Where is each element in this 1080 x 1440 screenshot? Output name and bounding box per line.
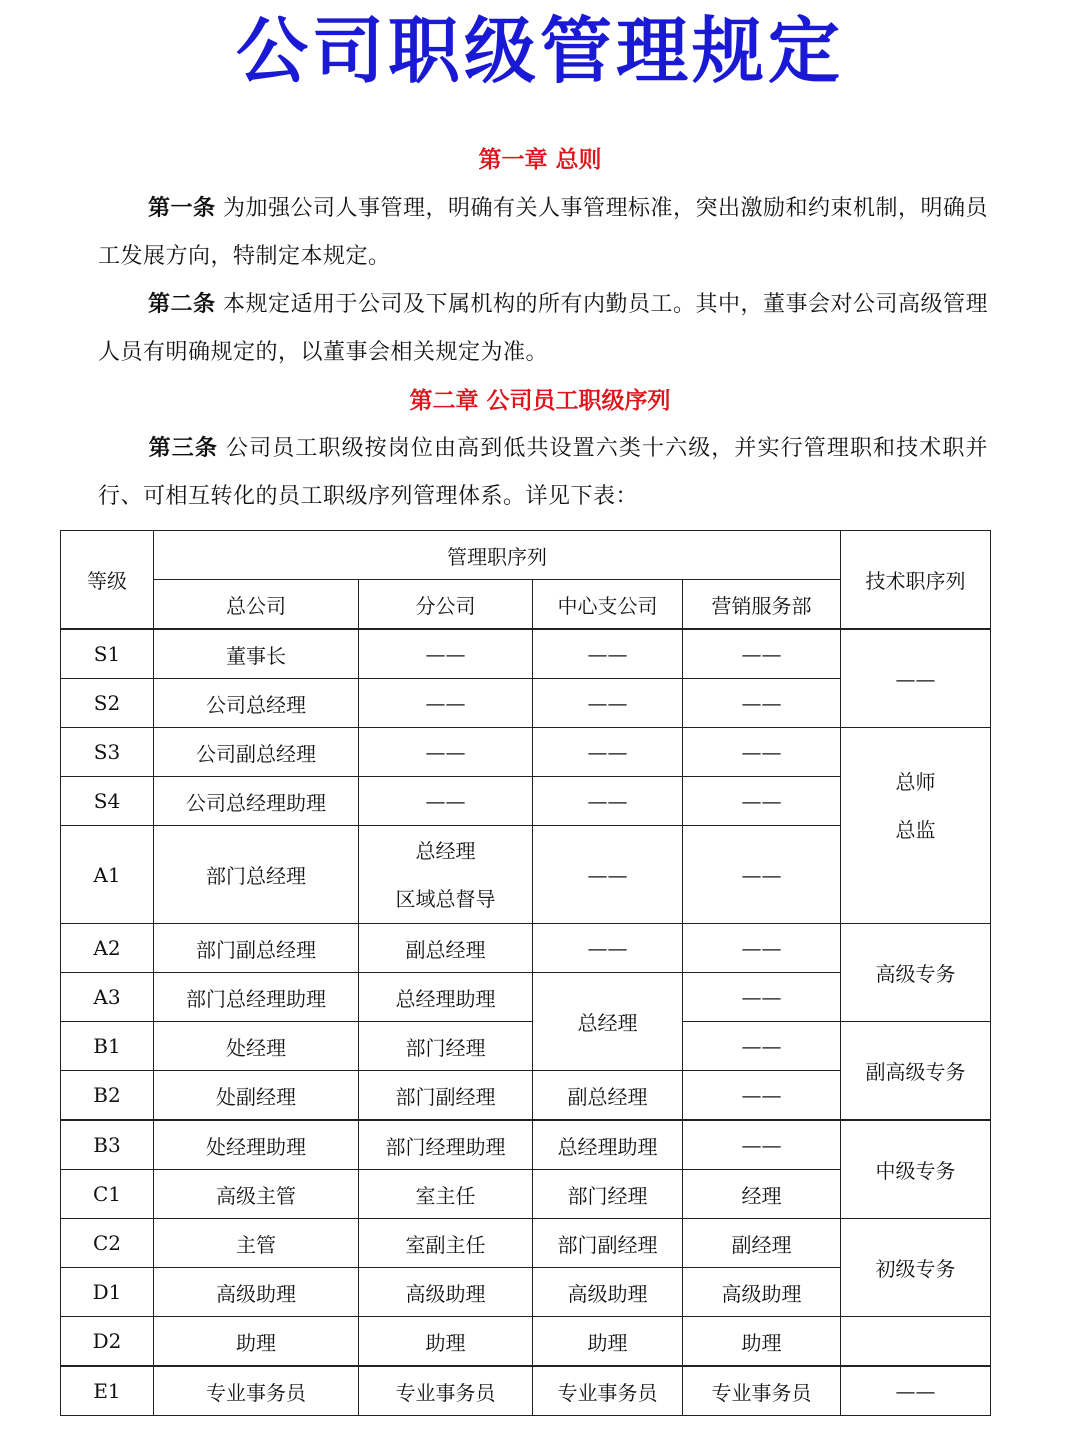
article-3-text: 公司员工职级按岗位由高到低共设置六类十六级，并实行管理职和技术职并行、可相互转化的员工职级序列管理体系。详见下表： (98, 436, 988, 509)
branch-cell: 总经理助理 (359, 973, 533, 1022)
header-tech-series: 技术职序列 (841, 531, 991, 630)
header-grade: 等级 (61, 531, 154, 630)
sales-cell: 专业事务员 (683, 1366, 841, 1416)
tech-cell: —— (841, 1366, 991, 1416)
branch-cell: 助理 (359, 1317, 533, 1367)
chapter-2-heading: 第二章 公司员工职级序列 (409, 388, 671, 414)
sales-cell: —— (683, 728, 841, 777)
tech-cell: 高级专务 (841, 924, 991, 1022)
article-2-text: 本规定适用于公司及下属机构的所有内勤员工。其中，董事会对公司高级管理人员有明确规定的，以董事会相关规定为准。 (98, 292, 989, 365)
branch-cell: 室副主任 (359, 1219, 533, 1268)
hq-cell: 公司总经理 (154, 679, 359, 728)
center-cell: —— (533, 629, 683, 679)
sales-cell: 高级助理 (683, 1268, 841, 1317)
branch-cell (359, 826, 533, 924)
branch-cell: —— (359, 728, 533, 777)
table-row (61, 629, 991, 679)
tech-cell: 中级专务 (841, 1120, 991, 1219)
table-row (61, 1317, 991, 1367)
branch-cell: 部门副经理 (359, 1071, 533, 1121)
grade-cell: S1 (61, 629, 154, 679)
hq-cell: 助理 (154, 1317, 359, 1367)
table-row (61, 728, 991, 777)
article-1-lead: 第一条 (148, 196, 216, 221)
hq-cell: 专业事务员 (154, 1366, 359, 1416)
table-row (61, 924, 991, 973)
sales-cell: 副经理 (683, 1219, 841, 1268)
hq-cell: 高级助理 (154, 1268, 359, 1317)
table-row (61, 1219, 991, 1268)
article-2-lead: 第二条 (148, 292, 216, 317)
tech-line: 总师 (895, 770, 936, 794)
sales-cell: —— (683, 629, 841, 679)
header-center: 中心支公司 (533, 580, 683, 630)
hq-cell: 主管 (154, 1219, 359, 1268)
branch-cell: —— (359, 679, 533, 728)
hq-cell: 部门总经理助理 (154, 973, 359, 1022)
header-row-1 (61, 531, 991, 580)
sales-cell: 经理 (683, 1170, 841, 1219)
grade-cell: B1 (61, 1022, 154, 1071)
hq-cell: 公司总经理助理 (154, 777, 359, 826)
sales-cell: 助理 (683, 1317, 841, 1367)
branch-cell: 室主任 (359, 1170, 533, 1219)
branch-line: 总经理 (415, 838, 476, 863)
header-sales: 营销服务部 (683, 580, 841, 630)
grade-cell: A2 (61, 924, 154, 973)
grade-cell: E1 (61, 1366, 154, 1416)
hq-cell: 高级主管 (154, 1170, 359, 1219)
center-cell: 专业事务员 (533, 1366, 683, 1416)
grade-cell: B2 (61, 1071, 154, 1121)
center-cell: —— (533, 924, 683, 973)
document-title: 公司职级管理规定 (235, 9, 844, 93)
tech-cell-empty (841, 1317, 991, 1367)
branch-line: 区域总督导 (395, 886, 496, 911)
sales-cell: —— (683, 1120, 841, 1170)
tech-cell: 副高级专务 (841, 1022, 991, 1121)
grade-cell: S4 (61, 777, 154, 826)
branch-cell: 专业事务员 (359, 1366, 533, 1416)
grade-cell: D2 (61, 1317, 154, 1367)
tech-line: 总监 (895, 818, 936, 842)
hq-cell: 公司副总经理 (154, 728, 359, 777)
sales-cell: —— (683, 924, 841, 973)
center-cell: —— (533, 679, 683, 728)
header-mgmt-series: 管理职序列 (154, 531, 841, 580)
center-cell: 高级助理 (533, 1268, 683, 1317)
center-cell: 助理 (533, 1317, 683, 1367)
center-cell: 部门经理 (533, 1170, 683, 1219)
sales-cell: —— (683, 679, 841, 728)
branch-cell: 高级助理 (359, 1268, 533, 1317)
table-row (61, 1366, 991, 1416)
hq-cell: 处经理 (154, 1022, 359, 1071)
header-branch: 分公司 (359, 580, 533, 630)
branch-cell: 部门经理 (359, 1022, 533, 1071)
hq-cell: 处副经理 (154, 1071, 359, 1121)
center-cell: 总经理 (533, 973, 683, 1071)
chapter-1-heading: 第一章 总则 (478, 147, 602, 173)
center-cell: 部门副经理 (533, 1219, 683, 1268)
grade-cell: B3 (61, 1120, 154, 1170)
header-hq: 总公司 (154, 580, 359, 630)
hq-cell: 董事长 (154, 629, 359, 679)
branch-cell: 副总经理 (359, 924, 533, 973)
grade-cell: S3 (61, 728, 154, 777)
branch-cell: —— (359, 777, 533, 826)
grade-table (60, 530, 991, 1416)
branch-cell: —— (359, 629, 533, 679)
grade-cell: S2 (61, 679, 154, 728)
branch-cell: 部门经理助理 (359, 1120, 533, 1170)
tech-cell (841, 728, 991, 924)
article-1-text: 为加强公司人事管理，明确有关人事管理标准，突出激励和约束机制，明确员工发展方向，特制定本规定。 (98, 196, 989, 269)
tech-cell: —— (841, 629, 991, 728)
center-cell: 副总经理 (533, 1071, 683, 1121)
hq-cell: 处经理助理 (154, 1120, 359, 1170)
hq-cell: 部门总经理 (154, 826, 359, 924)
grade-cell: D1 (61, 1268, 154, 1317)
sales-cell: —— (683, 973, 841, 1022)
article-3-lead: 第三条 (148, 436, 218, 461)
sales-cell: —— (683, 826, 841, 924)
sales-cell: —— (683, 1071, 841, 1121)
article-2 (98, 281, 988, 377)
table-row (61, 1022, 991, 1071)
center-cell: —— (533, 728, 683, 777)
grade-cell: A1 (61, 826, 154, 924)
grade-cell: C2 (61, 1219, 154, 1268)
tech-cell: 初级专务 (841, 1219, 991, 1317)
article-1 (98, 185, 988, 281)
sales-cell: —— (683, 1022, 841, 1071)
table-row (61, 1120, 991, 1170)
sales-cell: —— (683, 777, 841, 826)
hq-cell: 部门副总经理 (154, 924, 359, 973)
center-cell: 总经理助理 (533, 1120, 683, 1170)
center-cell: —— (533, 777, 683, 826)
article-3 (98, 425, 988, 521)
grade-cell: A3 (61, 973, 154, 1022)
center-cell: —— (533, 826, 683, 924)
grade-cell: C1 (61, 1170, 154, 1219)
